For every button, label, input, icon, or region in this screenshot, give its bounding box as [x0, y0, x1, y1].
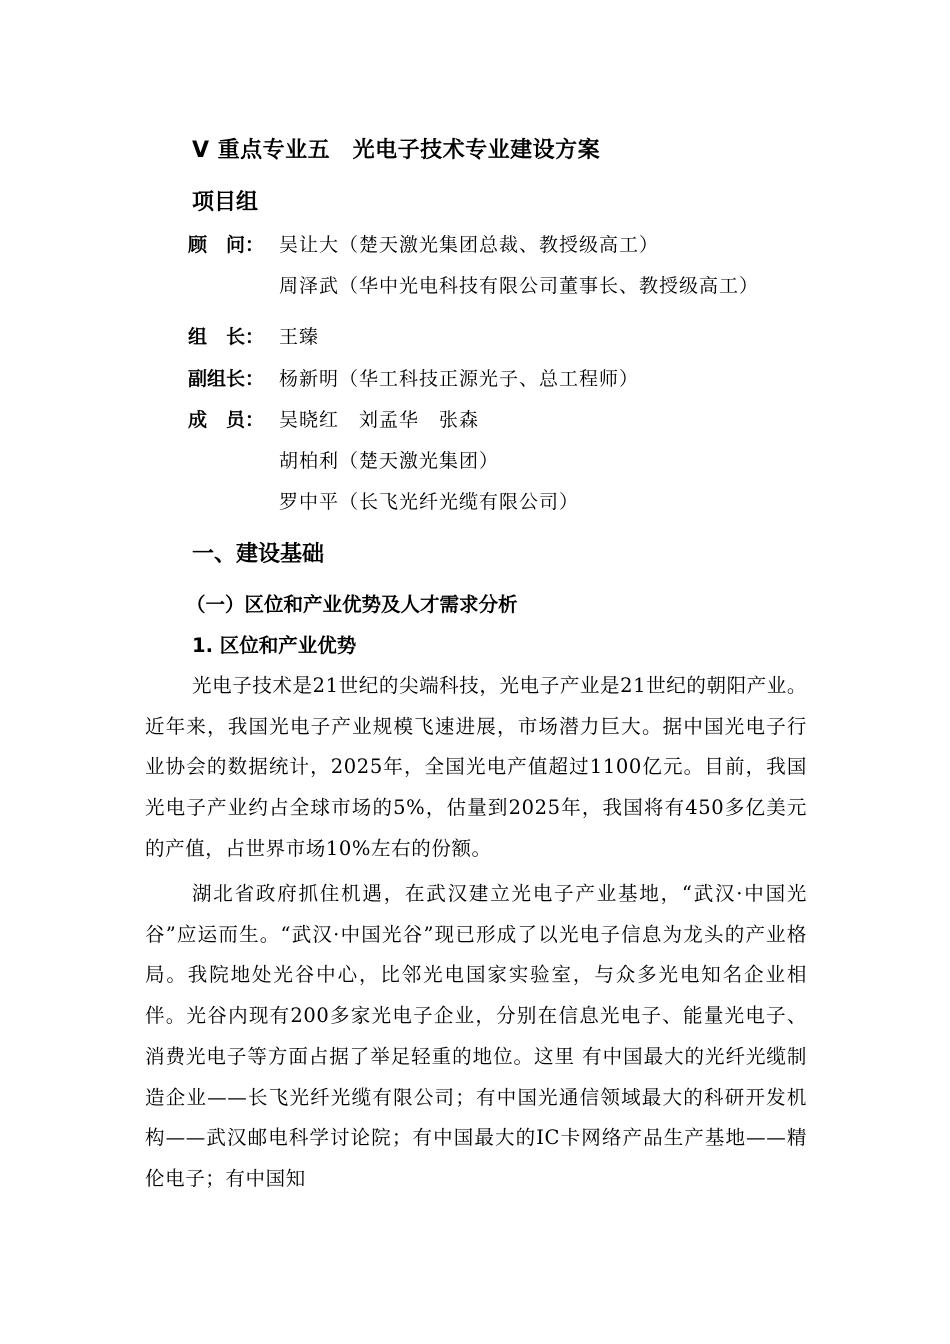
section-heading: 一、建设基础: [192, 542, 325, 567]
leader-name: 王臻: [279, 326, 320, 348]
member-line-2: 胡柏利（楚天激光集团）: [279, 450, 500, 472]
page-title: Ⅴ 重点专业五 光电子技术专业建设方案: [192, 138, 601, 163]
leader-label: 组 长：: [188, 326, 265, 348]
advisor-2: 周泽武（华中光电科技有限公司董事长、教授级高工）: [279, 275, 760, 297]
member-line-1: 吴晓红 刘孟华 张森: [279, 409, 480, 431]
advisor-1: 吴让大（楚天激光集团总裁、教授级高工）: [279, 234, 660, 256]
advisors-label: 顾 问：: [188, 234, 265, 256]
deputy-label: 副组长：: [188, 368, 265, 390]
item-heading: 1. 区位和产业优势: [192, 634, 357, 657]
body-paragraph-1: 光电子技术是21世纪的尖端科技，光电子产业是21世纪的朝阳产业。近年来，我国光电子产业规模飞速进展，市场潜力巨大。据中国光电子行业协会的数据统计，2025年，全国光电产值超过1100亿元。目前，我国光电子产业约占全球市场的5%，估量到2025年，我国将有450多亿美元的产值，占世界市场10%左右的份额。: [145, 674, 807, 860]
member-line-3: 罗中平（长飞光纤光缆有限公司）: [279, 491, 580, 513]
subsection-heading: （一）区位和产业优势及人才需求分析: [186, 593, 518, 616]
members-label: 成 员：: [188, 409, 265, 431]
deputy-name: 杨新明（华工科技正源光子、总工程师）: [279, 368, 640, 390]
body-paragraph-2: 湖北省政府抓住机遇，在武汉建立光电子产业基地，“武汉·中国光谷”应运而生。“武汉·中国光谷”现已形成了以光电子信息为龙头的产业格局。我院地处光谷中心，比邻光电国家实验室，与众多光电知名企业相伴。光谷内现有200多家光电子企业，分别在信息光电子、能量光电子、消费光电子等方面占据了举足轻重的地位。这里 有中国最大的光纤光缆制造企业——长飞光纤光缆有限公司；有中国光通信领域最大的科研开发机构——武汉邮电科学讨论院；有中国最大的IC卡网络产品生产基地——精伦电子；有中国知: [145, 882, 807, 1190]
project-group-heading: 项目组: [192, 190, 259, 215]
